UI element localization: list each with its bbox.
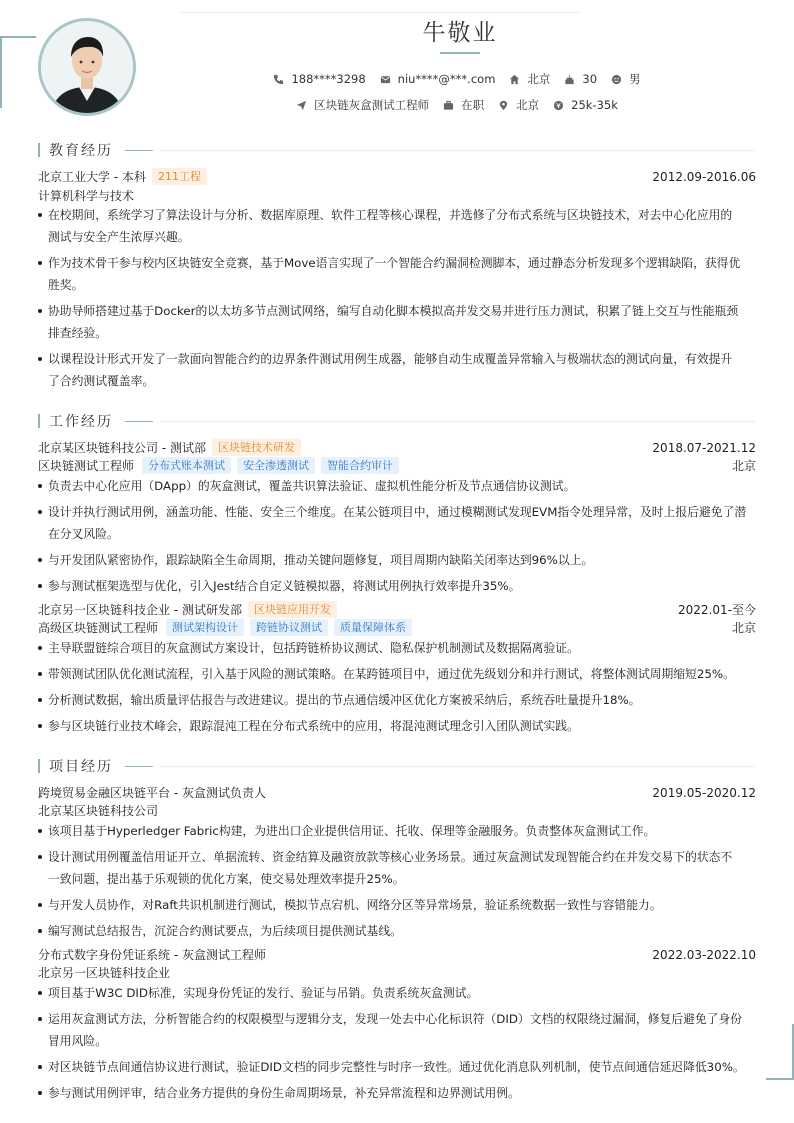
list-item: 运用灰盒测试方法，分析智能合约的权限模型与逻辑分支，发现一处去中心化标识符（DID）文档的权限绕过漏洞，修复后避免了身份 冒用风险。 bbox=[38, 1008, 756, 1052]
section-title-text: 项目经历 bbox=[49, 759, 113, 775]
school-tag: 211工程 bbox=[152, 168, 207, 185]
skill-tag: 跨链协议测试 bbox=[250, 619, 328, 636]
skill-tag: 智能合约审计 bbox=[321, 457, 399, 474]
phone-item bbox=[273, 72, 365, 86]
list-item: 在校期间，系统学习了算法设计与分析、数据库原理、软件工程等核心课程，并选修了分布式系统与区块链技术，对去中心化应用的 测试与安全产生浓厚兴趣。 bbox=[38, 204, 756, 248]
list-item: 该项目基于Hyperledger Fabric构建，为进出口企业提供信用证、托收、保理等金融服务。负责整体灰盒测试工作。 bbox=[38, 820, 756, 842]
section-marker bbox=[125, 766, 153, 767]
email-value: niu****@***.com bbox=[397, 72, 496, 86]
list-item: 协助导师搭建过基于Docker的以太坊多节点测试网络，编写自动化脚本模拟高并发交易并进行压力测试，积累了链上交互与性能瓶颈 排查经验。 bbox=[38, 300, 756, 344]
project-header bbox=[38, 946, 756, 963]
list-item: 对区块链节点间通信协议进行测试，验证DID文档的同步完整性与时序一致性。通过优化消息队列机制，使节点间通信延迟降低30%。 bbox=[38, 1056, 756, 1078]
mail-icon bbox=[380, 74, 391, 85]
name-underline bbox=[440, 52, 480, 54]
hometown-value: 北京 bbox=[527, 72, 551, 86]
list-item: 与开发人员协作，对Raft共识机制进行测试，模拟节点宕机、网络分区等异常场景，验证系统数据一致性与容错能力。 bbox=[38, 894, 756, 916]
skill-tag: 测试架构设计 bbox=[166, 619, 244, 636]
job-title: 高级区块链测试工程师 bbox=[38, 621, 159, 635]
salary-icon bbox=[553, 100, 564, 111]
section-divider bbox=[160, 421, 756, 422]
salary-item bbox=[553, 98, 618, 112]
work-period: 2022.01-至今 bbox=[678, 603, 756, 617]
education-section-title bbox=[38, 140, 153, 160]
gender-item bbox=[611, 71, 641, 87]
project-period: 2022.03-2022.10 bbox=[652, 947, 756, 962]
list-item: 与开发团队紧密协作，跟踪缺陷全生命周期，推动关键问题修复，项目周期内缺陷关闭率达到96%以上。 bbox=[38, 549, 756, 571]
major-name: 计算机科学与技术 bbox=[38, 189, 135, 203]
work-city: 北京 bbox=[731, 621, 756, 635]
skill-tag: 分布式账本测试 bbox=[142, 457, 231, 474]
section-title-text: 教育经历 bbox=[49, 143, 113, 159]
list-item: 主导联盟链综合项目的灰盒测试方案设计，包括跨链桥协议测试、隐私保护机制测试及数据隔离验证。 bbox=[38, 637, 756, 659]
gender-icon bbox=[611, 74, 622, 85]
company-name: 北京另一区块链科技企业 - 测试研发部 bbox=[38, 603, 242, 617]
age-value: 30 bbox=[582, 72, 598, 86]
company-name: 北京某区块链科技公司 - 测试部 bbox=[38, 441, 206, 455]
briefcase-icon bbox=[443, 100, 454, 111]
projects-section-title bbox=[38, 756, 153, 776]
corner-decoration bbox=[0, 36, 36, 38]
list-item: 设计并执行测试用例，涵盖功能、性能、安全三个维度。在某公链项目中，通过模糊测试发现EVM指令处理异常，及时上报后避免了潜 在分叉风险。 bbox=[38, 501, 756, 545]
gender-value: 男 bbox=[629, 72, 641, 86]
project-name: 分布式数字身份凭证系统 - 灰盒测试工程师 bbox=[38, 948, 266, 962]
list-item: 项目基于W3C DID标准，实现身份凭证的发行、验证与吊销。负责系统灰盒测试。 bbox=[38, 982, 756, 1004]
skill-tag: 安全渗透测试 bbox=[237, 457, 315, 474]
target-city-item bbox=[498, 97, 539, 113]
school-name: 北京工业大学 - 本科 bbox=[38, 170, 146, 184]
list-item: 负责去中心化应用（DApp）的灰盒测试，覆盖共识算法验证、虚拟机性能分析及节点通信协议测试。 bbox=[38, 475, 756, 497]
skill-tag: 质量保障体系 bbox=[334, 619, 412, 636]
target-city-value: 北京 bbox=[516, 98, 540, 112]
section-divider bbox=[160, 150, 756, 151]
project-company-row bbox=[38, 964, 756, 981]
target-position-value: 区块链灰盒测试工程师 bbox=[314, 98, 430, 112]
location-icon bbox=[498, 100, 509, 111]
list-item: 以课程设计形式开发了一款面向智能合约的边界条件测试用例生成器，能够自动生成覆盖异常输入与极端状态的测试向量，有效提升 了合约测试覆盖率。 bbox=[38, 348, 756, 392]
list-item: 作为技术骨干参与校内区块链安全竞赛，基于Move语言实现了一个智能合约漏洞检测脚本，通过静态分析发现多个逻辑缺陷，获得优 胜奖。 bbox=[38, 252, 756, 296]
candidate-name: 牛敬业 bbox=[422, 20, 498, 46]
section-marker bbox=[38, 143, 40, 157]
list-item: 参与测试用例评审，结合业务方提供的身份生命周期场景，补充异常流程和边界测试用例。 bbox=[38, 1082, 756, 1104]
education-header bbox=[38, 168, 756, 185]
job-status-value: 在职 bbox=[461, 98, 485, 112]
project-name: 跨境贸易金融区块链平台 - 灰盒测试负责人 bbox=[38, 786, 266, 800]
job-title-row bbox=[38, 457, 756, 474]
section-title-text: 工作经历 bbox=[49, 414, 113, 430]
project-company: 北京另一区块链科技企业 bbox=[38, 966, 171, 980]
email-item bbox=[380, 72, 496, 86]
major-row bbox=[38, 187, 756, 204]
intent-row bbox=[0, 97, 794, 113]
phone-icon bbox=[273, 74, 284, 85]
divider bbox=[180, 12, 580, 13]
work-header bbox=[38, 439, 756, 456]
company-tag: 区块链应用开发 bbox=[248, 601, 337, 618]
work-header bbox=[38, 601, 756, 618]
cake-icon bbox=[564, 74, 575, 85]
list-item: 参与区块链行业技术峰会，跟踪混沌工程在分布式系统中的应用，将混沌测试理念引入团队测试实践。 bbox=[38, 715, 756, 737]
job-status-item bbox=[443, 97, 484, 113]
project-period: 2019.05-2020.12 bbox=[652, 785, 756, 800]
job-title-row bbox=[38, 619, 756, 636]
company-tag: 区块链技术研发 bbox=[212, 439, 301, 456]
section-divider bbox=[160, 766, 756, 767]
target-position-item bbox=[296, 97, 429, 113]
project-company-row bbox=[38, 802, 756, 819]
education-period: 2012.09-2016.06 bbox=[652, 169, 756, 184]
phone-value: 188****3298 bbox=[291, 72, 366, 86]
work-city: 北京 bbox=[731, 459, 756, 473]
section-marker bbox=[125, 421, 153, 422]
section-marker bbox=[38, 414, 40, 428]
list-item: 分析测试数据，输出质量评估报告与改进建议。提出的节点通信缓冲区优化方案被采纳后，系统吞吐量提升18%。 bbox=[38, 689, 756, 711]
send-icon bbox=[296, 100, 307, 111]
work-period: 2018.07-2021.12 bbox=[652, 440, 756, 455]
home-icon bbox=[509, 74, 520, 85]
corner-decoration bbox=[766, 1078, 794, 1080]
project-header bbox=[38, 784, 756, 801]
salary-value: 25k-35k bbox=[571, 98, 618, 112]
age-item bbox=[564, 72, 597, 86]
list-item: 带领测试团队优化测试流程，引入基于风险的测试策略。在某跨链项目中，通过优先级划分和并行测试，将整体测试周期缩短25%。 bbox=[38, 663, 756, 685]
project-company: 北京某区块链科技公司 bbox=[38, 804, 159, 818]
list-item: 设计测试用例覆盖信用证开立、单据流转、资金结算及融资放款等核心业务场景。通过灰盒测试发现智能合约在并发交易下的状态不 一致问题，提出基于乐观锁的优化方案，使交易处理效率提升25%。 bbox=[38, 846, 756, 890]
work-section-title bbox=[38, 411, 153, 431]
list-item: 参与测试框架选型与优化，引入Jest结合自定义链模拟器，将测试用例执行效率提升35%。 bbox=[38, 575, 756, 597]
hometown-item bbox=[509, 71, 550, 87]
contact-row bbox=[0, 71, 794, 87]
job-title: 区块链测试工程师 bbox=[38, 459, 135, 473]
section-marker bbox=[38, 759, 40, 773]
section-marker bbox=[125, 150, 153, 151]
list-item: 编写测试总结报告，沉淀合约测试要点，为后续项目提供测试基线。 bbox=[38, 920, 756, 942]
